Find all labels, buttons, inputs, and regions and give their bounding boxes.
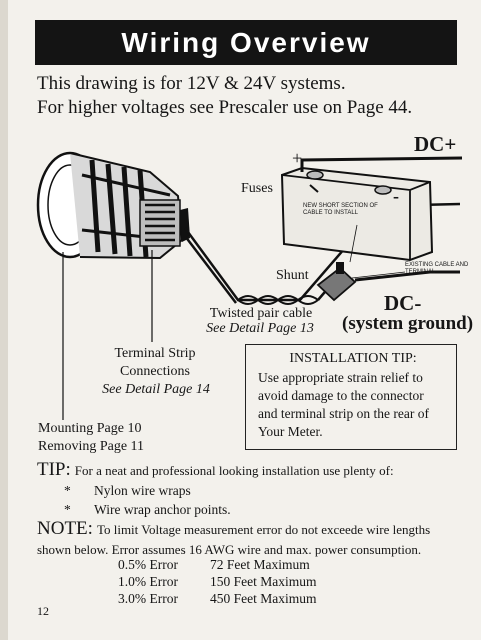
note-label: NOTE:: [37, 518, 93, 539]
max-cell: 72 Feet Maximum: [210, 557, 310, 572]
tip-text: For a neat and professional looking installation use plenty of:: [74, 463, 394, 478]
installation-tip-body: [258, 369, 448, 441]
table-row: [118, 591, 317, 608]
removing-label: Removing Page 11: [38, 439, 145, 454]
bullet-symbol: *: [64, 483, 71, 498]
connections-label: Connections: [120, 364, 190, 379]
note-text-1: To limit Voltage measurement error do not exceede wire lengths: [96, 522, 431, 537]
max-cell: 150 Feet Maximum: [210, 574, 317, 589]
meter-illustration: [38, 153, 190, 258]
error-cell: 0.5% Error: [118, 557, 178, 572]
error-cell: 3.0% Error: [118, 591, 178, 606]
note-section: [37, 518, 430, 540]
installation-tip-line: Use appropriate strain relief to: [258, 370, 423, 385]
max-cell: 450 Feet Maximum: [210, 591, 317, 606]
installation-tip-line: Your Meter.: [258, 424, 323, 439]
error-table: [118, 557, 317, 608]
installation-tip-line: and terminal strip on the rear of: [258, 406, 429, 421]
fuses-label: Fuses: [241, 181, 273, 196]
twisted-pair-label: Twisted pair cable: [209, 306, 313, 321]
tip-section: [37, 459, 394, 481]
tip-bullet-2: Wire wrap anchor points.: [94, 502, 231, 517]
table-row: [118, 557, 317, 574]
terminal-strip-detail: See Detail Page 14: [102, 382, 210, 397]
page-title-text: Wiring Overview: [121, 26, 371, 58]
system-ground-label: (system ground): [342, 313, 474, 334]
tip-label: TIP:: [37, 459, 71, 480]
bullet-symbol: *: [64, 502, 71, 517]
new-cable-note: NEW SHORT SECTION OF CABLE TO INSTALL: [303, 203, 378, 216]
error-cell: 1.0% Error: [118, 574, 178, 589]
twisted-pair-detail: See Detail Page 13: [206, 321, 314, 336]
dc-plus-label: DC+: [414, 132, 457, 156]
table-row: [118, 574, 317, 591]
mounting-label: Mounting Page 10: [38, 421, 142, 436]
installation-tip-title: INSTALLATION TIP:: [289, 351, 417, 366]
terminal-strip-label: Terminal Strip: [114, 346, 196, 361]
dc-minus-label: DC-: [384, 291, 422, 315]
tip-bullet-1: Nylon wire wraps: [94, 483, 191, 498]
intro-line-2: For higher voltages see Prescaler use on Page 44.: [37, 97, 413, 118]
installation-tip-box: [245, 344, 457, 450]
intro-line-1: This drawing is for 12V & 24V systems.: [37, 73, 346, 94]
shunt-label: Shunt: [276, 268, 309, 283]
installation-tip-line: avoid damage to the connector: [258, 388, 424, 403]
existing-cable-note: EXISTING CABLE AND TERMINAL: [405, 262, 469, 275]
note-text-2: shown below. Error assumes 16 AWG wire and max. power consumption.: [37, 542, 422, 557]
page-number: 12: [37, 604, 49, 618]
minus-sign: -: [393, 186, 399, 206]
plus-sign: +: [292, 148, 303, 168]
